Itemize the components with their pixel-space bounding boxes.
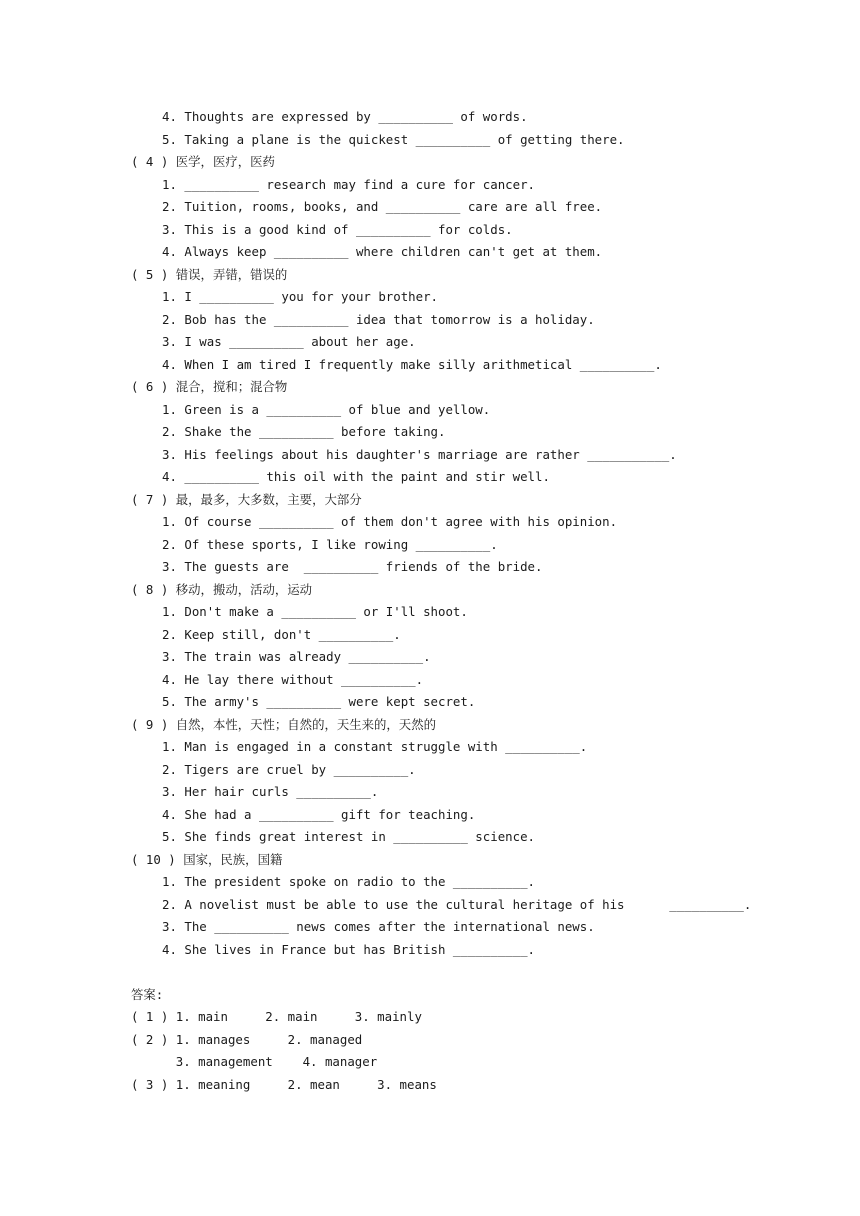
exercise-item: 1. Don't make a __________ or I'll shoot. (162, 604, 468, 619)
exercise-item: 1. Man is engaged in a constant struggle with __________. (162, 739, 588, 754)
section-title: 国家，民族，国籍 (183, 851, 283, 867)
section-heading (131, 264, 811, 287)
exercise-item: 3. The guests are __________ friends of the bride. (162, 559, 543, 574)
exercise-item: 2. Bob has the __________ idea that tomorrow is a holiday. (162, 311, 595, 327)
document-page (131, 106, 811, 1096)
section-index: ( 8 ) (131, 581, 169, 597)
exercise-item: 2. Of these sports, I like rowing __________. (162, 536, 498, 552)
section-heading (131, 376, 811, 399)
exercise-item: 1. I __________ you for your brother. (162, 289, 439, 304)
section-heading (131, 489, 811, 512)
exercise-item: 4. Always keep __________ where children can't get at them. (162, 244, 603, 259)
answer-line: ( 2 ) 1. manages 2. managed (131, 1031, 363, 1047)
section-title: 自然，本性，天性；自然的，天生来的，天然的 (175, 716, 436, 732)
section-heading (131, 151, 811, 174)
section-title: 最，最多，大多数，主要，大部分 (175, 491, 362, 507)
exercise-item: 3. The __________ news comes after the international news. (162, 919, 595, 934)
section-index: ( 10 ) (131, 851, 176, 867)
section-title: 医学，医疗，医药 (175, 154, 275, 169)
exercise-item: 3. Her hair curls __________. (162, 784, 379, 799)
section-title: 混合，搅和；混合物 (175, 379, 288, 394)
section-title: 错误，弄错，错误的 (175, 266, 288, 282)
answer-line: ( 1 ) 1. main 2. main 3. mainly (131, 1009, 422, 1024)
exercise-item: 2. Tigers are cruel by __________. (162, 761, 416, 777)
answer-line: 3. management 4. manager (131, 1054, 378, 1069)
section-index: ( 5 ) (131, 266, 169, 282)
section-index: ( 7 ) (131, 491, 169, 507)
section-index: ( 4 ) (131, 154, 169, 169)
section-index: ( 9 ) (131, 716, 169, 732)
exercise-item: 2. Shake the __________ before taking. (162, 424, 446, 439)
section-heading (131, 714, 811, 737)
exercise-item: 1. Green is a __________ of blue and yellow. (162, 401, 491, 417)
exercise-item: 4. __________ this oil with the paint and stir well. (162, 469, 550, 484)
exercise-item: 1. The president spoke on radio to the __________. (162, 874, 535, 889)
exercise-item: 4. She lives in France but has British __________. (162, 941, 535, 957)
exercise-item: 3. His feelings about his daughter's marriage are rather ___________. (162, 446, 677, 462)
exercise-item: 1. __________ research may find a cure for cancer. (162, 176, 535, 192)
section-index: ( 6 ) (131, 379, 169, 394)
spacer (131, 961, 811, 984)
exercise-item: 2. Tuition, rooms, books, and __________ care are all free. (162, 199, 603, 214)
exercise-item: 3. I was __________ about her age. (162, 334, 416, 349)
exercise-item: 3. The train was already __________. (162, 649, 431, 664)
section-heading (131, 579, 811, 602)
exercise-item: 5. She finds great interest in __________ science. (162, 829, 535, 844)
section-title: 移动，搬动，活动，运动 (175, 581, 313, 597)
answers-heading: 答案: (131, 986, 164, 1002)
section-heading (131, 849, 811, 872)
answer-line: ( 3 ) 1. meaning 2. mean 3. means (131, 1076, 437, 1092)
exercise-item: 3. This is a good kind of __________ for colds. (162, 221, 513, 237)
exercise-item: 5. The army's __________ were kept secret. (162, 694, 476, 709)
exercise-item: 1. Of course __________ of them don't agree with his opinion. (162, 514, 618, 529)
exercise-item: 2. Keep still, don't __________. (162, 626, 401, 642)
exercise-item: 2. A novelist must be able to use the cultural heritage of his __________. (162, 896, 752, 912)
exercise-item: 4. Thoughts are expressed by __________ of words. (162, 109, 528, 124)
exercise-item: 4. She had a __________ gift for teaching. (162, 806, 476, 822)
exercise-item: 4. When I am tired I frequently make silly arithmetical __________. (162, 356, 662, 372)
exercise-item: 5. Taking a plane is the quickest __________ of getting there. (162, 131, 625, 147)
exercise-item: 4. He lay there without __________. (162, 671, 424, 687)
